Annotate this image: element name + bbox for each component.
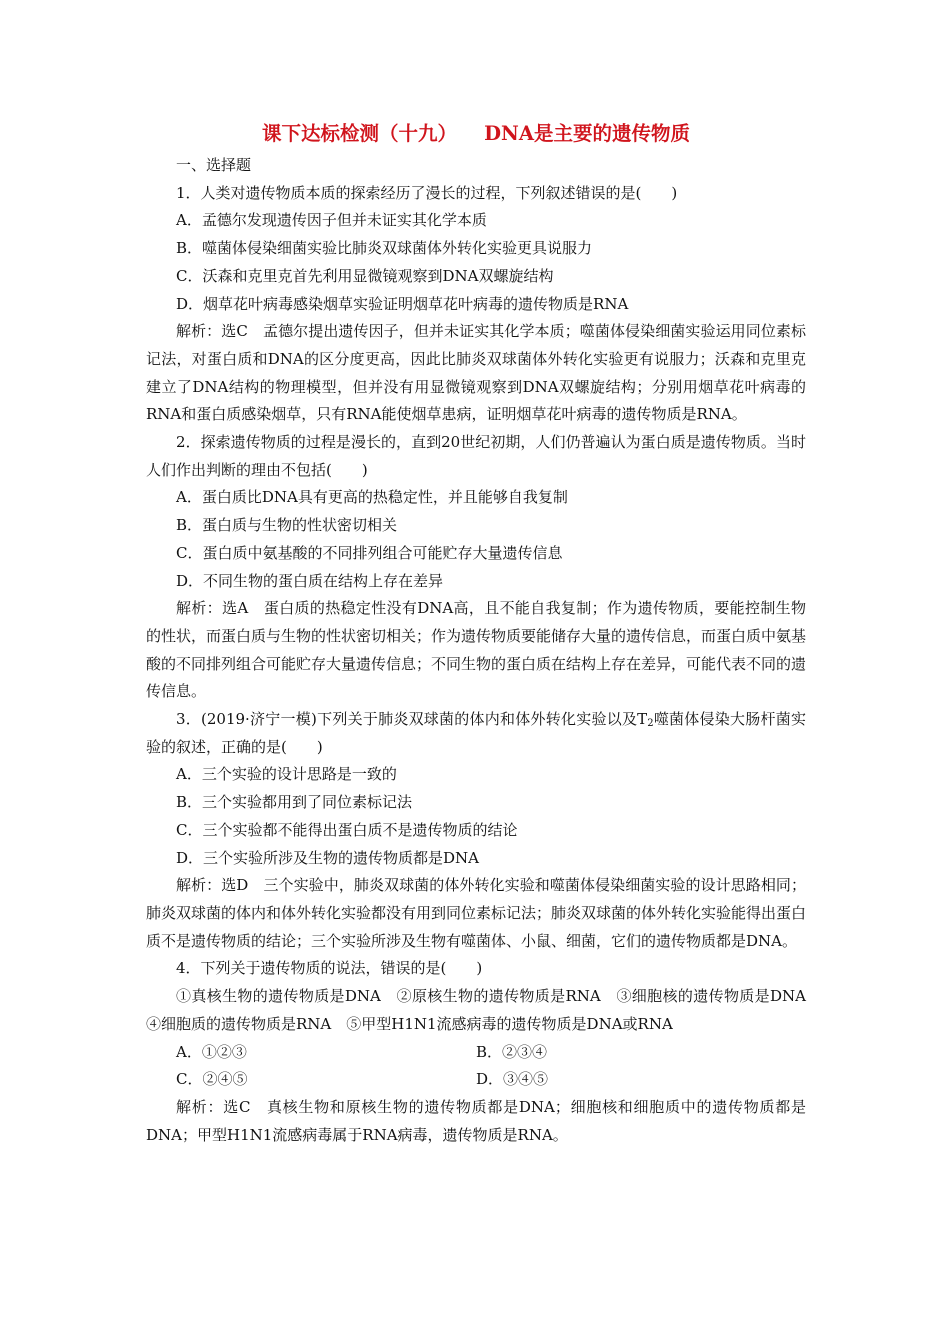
option-a: A．三个实验的设计思路是一致的 (176, 765, 397, 784)
question-2 (146, 429, 806, 706)
option-c: C．三个实验都不能得出蛋白质不是遗传物质的结论 (176, 820, 518, 839)
option-row-2 (146, 1066, 806, 1094)
option-d: D．③④⑤ (476, 1070, 549, 1089)
subscript-2: 2 (647, 718, 654, 730)
statement-list: ①真核生物的遗传物质是DNA ②原核生物的遗传物质是RNA ③细胞核的遗传物质是DNA ④细胞质的遗传物质是RNA ⑤甲型H1N1流感病毒的遗传物质是DNA或RNA (146, 987, 822, 1033)
section-heading: 一、选择题 (176, 156, 252, 174)
stem-part-2: 噬菌体侵染大肠杆菌实验的叙述，正确的是( ) (146, 710, 806, 756)
question-stem: 2．探索遗传物质的过程是漫长的，直到20世纪初期，人们仍普遍认为蛋白质是遗传物质。当时人们作出判断的理由不包括( ) (146, 433, 806, 479)
question-3 (146, 706, 806, 955)
option-c: C．沃森和克里克首先利用显微镜观察到DNA双螺旋结构 (176, 266, 554, 285)
option-a: A．蛋白质比DNA具有更高的热稳定性，并且能够自我复制 (176, 488, 568, 507)
option-d: D．不同生物的蛋白质在结构上存在差异 (176, 571, 444, 590)
option-a: A．①②③ (176, 1042, 247, 1061)
answer-analysis: 解析：选C 真核生物和原核生物的遗传物质都是DNA；细胞核和细胞质中的遗传物质都是DNA；甲型H1N1流感病毒属于RNA病毒，遗传物质是RNA。 (146, 1097, 806, 1144)
option-b: B．三个实验都用到了同位素标记法 (176, 793, 413, 812)
option-a: A．孟德尔发现遗传因子但并未证实其化学本质 (176, 211, 487, 230)
question-stem (146, 706, 806, 761)
option-b: B．蛋白质与生物的性状密切相关 (176, 516, 398, 535)
document-page (146, 118, 822, 1149)
question-1 (146, 180, 806, 429)
option-b: B．噬菌体侵染细菌实验比肺炎双球菌体外转化实验更具说服力 (176, 239, 593, 258)
option-c: C．②④⑤ (176, 1070, 248, 1089)
option-row-1 (146, 1039, 806, 1067)
page-title: 课下达标检测（十九） DNA是主要的遗传物质 (261, 122, 691, 145)
question-stem: 4．下列关于遗传物质的说法，错误的是( ) (176, 959, 483, 978)
question-stem: 1．人类对遗传物质本质的探索经历了漫长的过程，下列叙述错误的是( ) (176, 183, 678, 202)
answer-analysis: 解析：选C 孟德尔提出遗传因子，但并未证实其化学本质；噬菌体侵染细菌实验运用同位素标记法，对蛋白质和DNA的区分度更高，因此比肺炎双球菌体外转化实验更有说服力；沃森和克里克建立了DNA结构的物理模型，但并没有用显微镜观察到DNA双螺旋结构；分别用烟草花叶病毒的RNA和蛋白质感染烟草，只有RNA能使烟草患病，证明烟草花叶病毒的遗传物质是RNA。 (146, 322, 806, 424)
stem-part-1: 3．(2019·济宁一模)下列关于肺炎双球菌的体内和体外转化实验以及T (176, 710, 648, 729)
option-c: C．蛋白质中氨基酸的不同排列组合可能贮存大量遗传信息 (176, 543, 563, 562)
option-d: D．三个实验所涉及生物的遗传物质都是DNA (176, 848, 480, 867)
question-4 (146, 955, 822, 1149)
answer-analysis: 解析：选D 三个实验中，肺炎双球菌的体外转化实验和噬菌体侵染细菌实验的设计思路相同；肺炎双球菌的体内和体外转化实验都没有用到同位素标记法；肺炎双球菌的体外转化实验能得出蛋白质不是遗传物质的结论；三个实验所涉及生物有噬菌体、小鼠、细菌，它们的遗传物质都是DNA。 (146, 876, 807, 950)
option-b: B．②③④ (476, 1042, 548, 1061)
option-d: D．烟草花叶病毒感染烟草实验证明烟草花叶病毒的遗传物质是RNA (176, 294, 629, 313)
answer-analysis: 解析：选A 蛋白质的热稳定性没有DNA高，且不能自我复制；作为遗传物质，要能控制生物的性状，而蛋白质与生物的性状密切相关；作为遗传物质要能储存大量的遗传信息，而蛋白质中氨基酸的不同排列组合可能贮存大量遗传信息；不同生物的蛋白质在结构上存在差异，可能代表不同的遗传信息。 (146, 599, 807, 701)
